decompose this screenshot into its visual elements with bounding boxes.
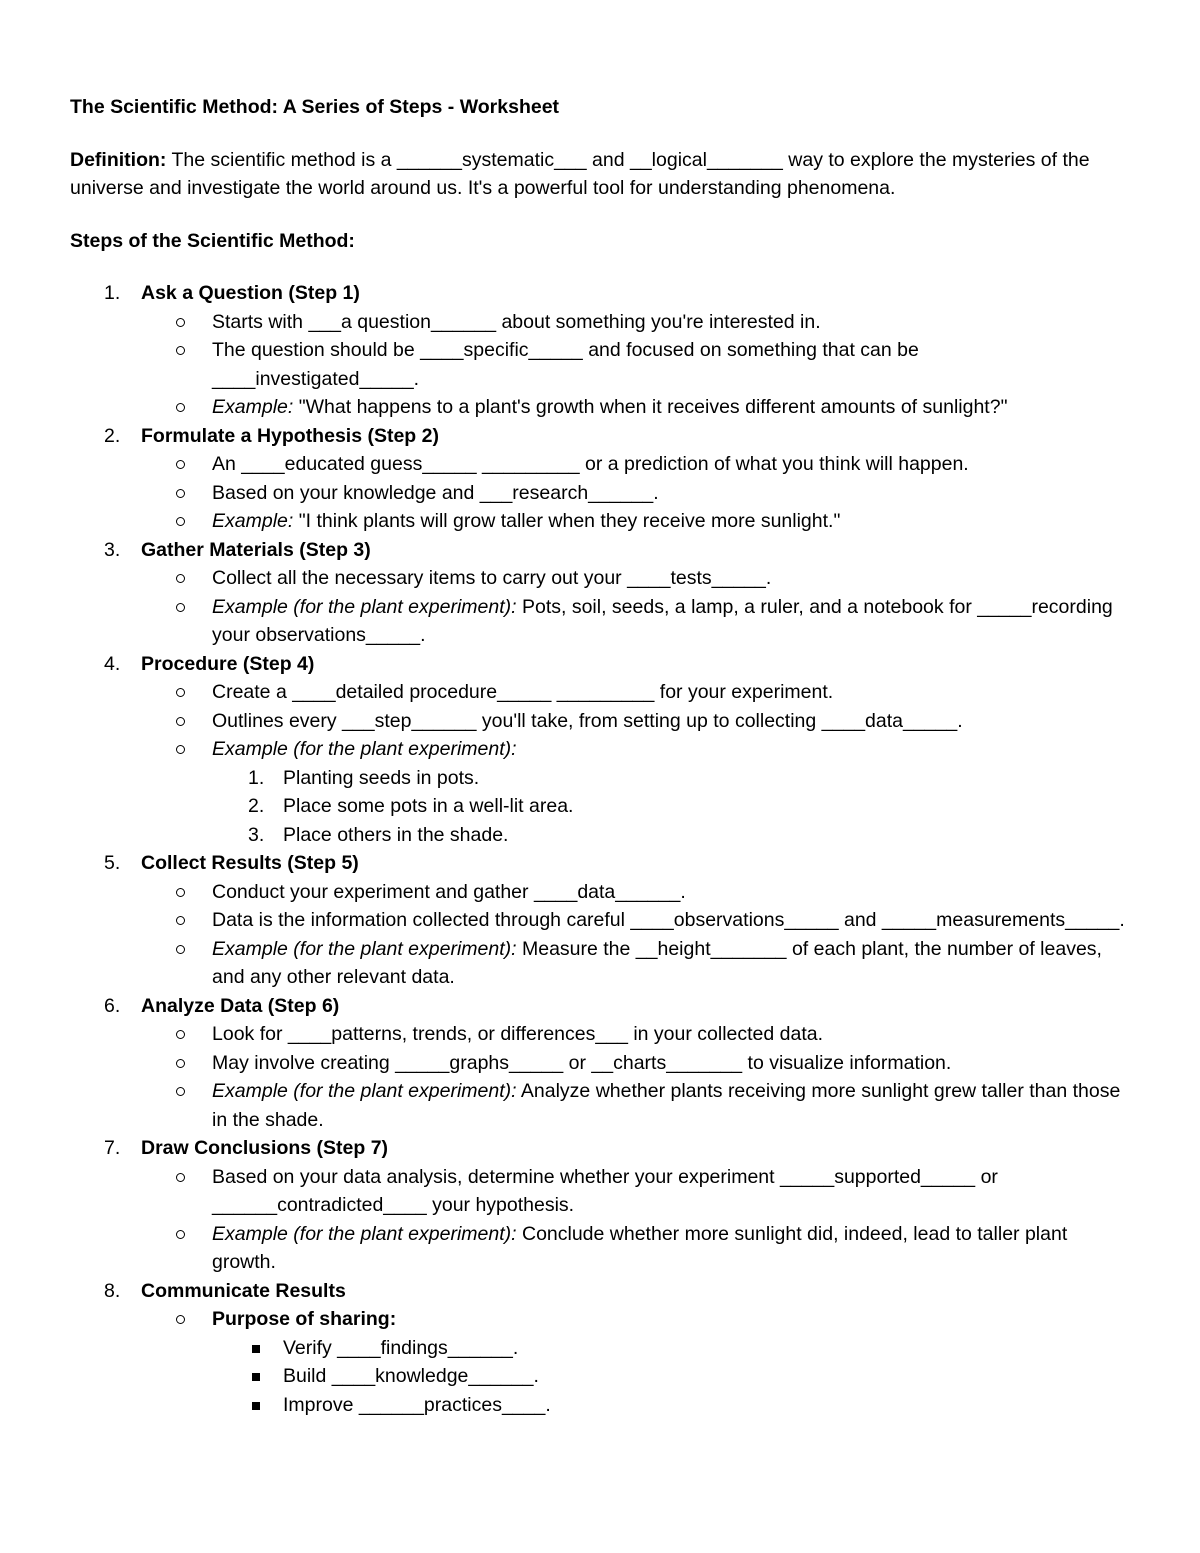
- list-item: [141, 479, 1130, 508]
- definition-paragraph: [70, 146, 1130, 203]
- step-details: [141, 1305, 1130, 1419]
- step-details: [141, 1163, 1130, 1277]
- item-text: Based on your data analysis, determine whether your experiment _____supported_____ or ______contradicted____ your hypothesis.: [212, 1165, 998, 1216]
- circle-bullet-icon: [176, 318, 185, 327]
- purpose-text: Improve ______practices____.: [283, 1393, 551, 1416]
- list-item: [141, 450, 1130, 479]
- procedure-text: Place others in the shade.: [283, 823, 509, 846]
- purpose-item: [141, 1305, 1130, 1419]
- circle-bullet-icon: [176, 517, 185, 526]
- circle-bullet-icon: [176, 460, 185, 469]
- step-details: [141, 678, 1130, 849]
- example-item: [141, 735, 1130, 849]
- circle-bullet-icon: [176, 945, 185, 954]
- example-label: Example:: [212, 396, 294, 418]
- step-8: [70, 1277, 1130, 1420]
- procedure-text: Place some pots in a well-lit area.: [283, 795, 574, 817]
- item-text: May involve creating _____graphs_____ or __charts_______ to visualize information.: [212, 1051, 952, 1074]
- step-4: [70, 650, 1130, 850]
- procedure-text: Planting seeds in pots.: [283, 766, 480, 789]
- step-details: [141, 564, 1130, 650]
- item-text: Based on your knowledge and ___research______.: [212, 481, 659, 504]
- item-text: Outlines every ___step______ you'll take, from setting up to collecting ____data_____.: [212, 709, 963, 732]
- step-number: 8.: [104, 1279, 121, 1302]
- step-details: [141, 450, 1130, 536]
- definition-text: The scientific method is a ______systematic___ and __logical_______ way to explore the mysteries of the universe and investigate the world around us. It's a powerful tool for understanding phenomena.: [70, 148, 1090, 199]
- circle-bullet-icon: [176, 1059, 185, 1068]
- worksheet-content: [70, 93, 1130, 1419]
- example-label: Example (for the plant experiment):: [212, 738, 517, 760]
- item-text: The question should be ____specific_____ and focused on something that can be ____investigated_____.: [212, 339, 919, 390]
- example-item: [141, 935, 1130, 992]
- circle-bullet-icon: [176, 574, 185, 583]
- step-6: [70, 992, 1130, 1135]
- step-title: Communicate Results: [141, 1279, 346, 1302]
- step-title: Analyze Data (Step 6): [141, 994, 340, 1017]
- square-bullet-icon: [252, 1373, 260, 1381]
- item-text: An ____educated guess_____ _________ or a prediction of what you think will happen.: [212, 453, 969, 475]
- example-text: Measure the __height_______ of each plant, the number of leaves, and any other relevant data.: [212, 937, 1102, 988]
- purpose-text: Build ____knowledge______.: [283, 1365, 539, 1387]
- example-text: "I think plants will grow taller when they receive more sunlight.": [293, 510, 841, 532]
- step-title: Ask a Question (Step 1): [141, 282, 360, 304]
- circle-bullet-icon: [176, 1030, 185, 1039]
- item-text: Starts with ___a question______ about something you're interested in.: [212, 310, 821, 333]
- example-label: Example (for the plant experiment):: [212, 1080, 517, 1102]
- procedure-item: [212, 764, 1130, 793]
- item-text: Conduct your experiment and gather ____data______.: [212, 880, 686, 903]
- purpose-list-item: [212, 1362, 1130, 1391]
- step-number: 1.: [104, 282, 121, 304]
- step-number: 3.: [104, 538, 121, 561]
- list-item: [141, 308, 1130, 337]
- example-item: [141, 393, 1130, 422]
- list-item: [141, 707, 1130, 736]
- example-item: [141, 1220, 1130, 1277]
- example-label: Example (for the plant experiment):: [212, 937, 517, 960]
- purpose-list-item: [212, 1334, 1130, 1363]
- step-title: Collect Results (Step 5): [141, 852, 359, 874]
- circle-bullet-icon: [176, 346, 185, 355]
- step-3: [70, 536, 1130, 650]
- step-details: [141, 1020, 1130, 1134]
- step-title: Formulate a Hypothesis (Step 2): [141, 424, 439, 447]
- step-title: Draw Conclusions (Step 7): [141, 1137, 389, 1159]
- example-label: Example:: [212, 510, 294, 532]
- purpose-list-item: [212, 1391, 1130, 1420]
- circle-bullet-icon: [176, 1173, 185, 1182]
- steps-heading: Steps of the Scientific Method:: [70, 229, 355, 252]
- purpose-label: Purpose of sharing:: [212, 1308, 397, 1330]
- example-item: [141, 1077, 1130, 1134]
- item-text: Data is the information collected through careful ____observations_____ and _____measurements_____.: [212, 909, 1125, 931]
- step-number: 4.: [104, 652, 121, 675]
- page-title: The Scientific Method: A Series of Steps - Worksheet: [70, 96, 560, 118]
- example-text: "What happens to a plant's growth when it receives different amounts of sunlight?": [293, 396, 1008, 418]
- steps-list: [70, 279, 1130, 1419]
- step-1: [70, 279, 1130, 422]
- step-number: 5.: [104, 852, 121, 874]
- step-7: [70, 1134, 1130, 1277]
- example-label: Example (for the plant experiment):: [212, 595, 517, 618]
- example-label: Example (for the plant experiment):: [212, 1222, 517, 1245]
- square-bullet-icon: [252, 1402, 260, 1410]
- step-2: [70, 422, 1130, 536]
- step-details: [141, 878, 1130, 992]
- list-item: [141, 564, 1130, 593]
- circle-bullet-icon: [176, 1087, 185, 1096]
- procedure-number: 3.: [248, 823, 265, 846]
- item-text: Create a ____detailed procedure_____ _________ for your experiment.: [212, 681, 834, 703]
- list-item: [141, 878, 1130, 907]
- list-item: [141, 336, 1130, 393]
- example-text: Analyze whether plants receiving more sunlight grew taller than those in the shade.: [212, 1080, 1121, 1131]
- purpose-text: Verify ____findings______.: [283, 1336, 519, 1359]
- procedure-item: [212, 821, 1130, 850]
- item-text: Collect all the necessary items to carry out your ____tests_____.: [212, 567, 772, 589]
- step-details: [141, 308, 1130, 422]
- procedure-list: [212, 764, 1130, 850]
- item-text: Look for ____patterns, trends, or differences___ in your collected data.: [212, 1023, 824, 1045]
- square-bullet-icon: [252, 1345, 260, 1353]
- list-item: [141, 1049, 1130, 1078]
- example-text: Pots, soil, seeds, a lamp, a ruler, and a notebook for _____recording your observations_____.: [212, 595, 1113, 646]
- step-5: [70, 849, 1130, 992]
- list-item: [141, 678, 1130, 707]
- list-item: [141, 1020, 1130, 1049]
- example-item: [141, 507, 1130, 536]
- circle-bullet-icon: [176, 717, 185, 726]
- list-item: [141, 1163, 1130, 1220]
- step-number: 7.: [104, 1137, 121, 1159]
- purpose-list: [212, 1334, 1130, 1420]
- list-item: [141, 906, 1130, 935]
- example-item: [141, 593, 1130, 650]
- circle-bullet-icon: [176, 603, 185, 612]
- step-number: 6.: [104, 994, 121, 1017]
- circle-bullet-icon: [176, 888, 185, 897]
- step-title: Gather Materials (Step 3): [141, 538, 371, 561]
- circle-bullet-icon: [176, 489, 185, 498]
- circle-bullet-icon: [176, 1230, 185, 1239]
- step-title: Procedure (Step 4): [141, 652, 315, 675]
- circle-bullet-icon: [176, 403, 185, 412]
- procedure-number: 1.: [248, 766, 265, 789]
- step-number: 2.: [104, 424, 121, 447]
- procedure-number: 2.: [248, 795, 265, 817]
- circle-bullet-icon: [176, 745, 185, 754]
- circle-bullet-icon: [176, 688, 185, 697]
- definition-label: Definition:: [70, 148, 167, 171]
- circle-bullet-icon: [176, 916, 185, 925]
- procedure-item: [212, 792, 1130, 821]
- example-text: Conclude whether more sunlight did, indeed, lead to taller plant growth.: [212, 1222, 1068, 1273]
- circle-bullet-icon: [176, 1315, 185, 1324]
